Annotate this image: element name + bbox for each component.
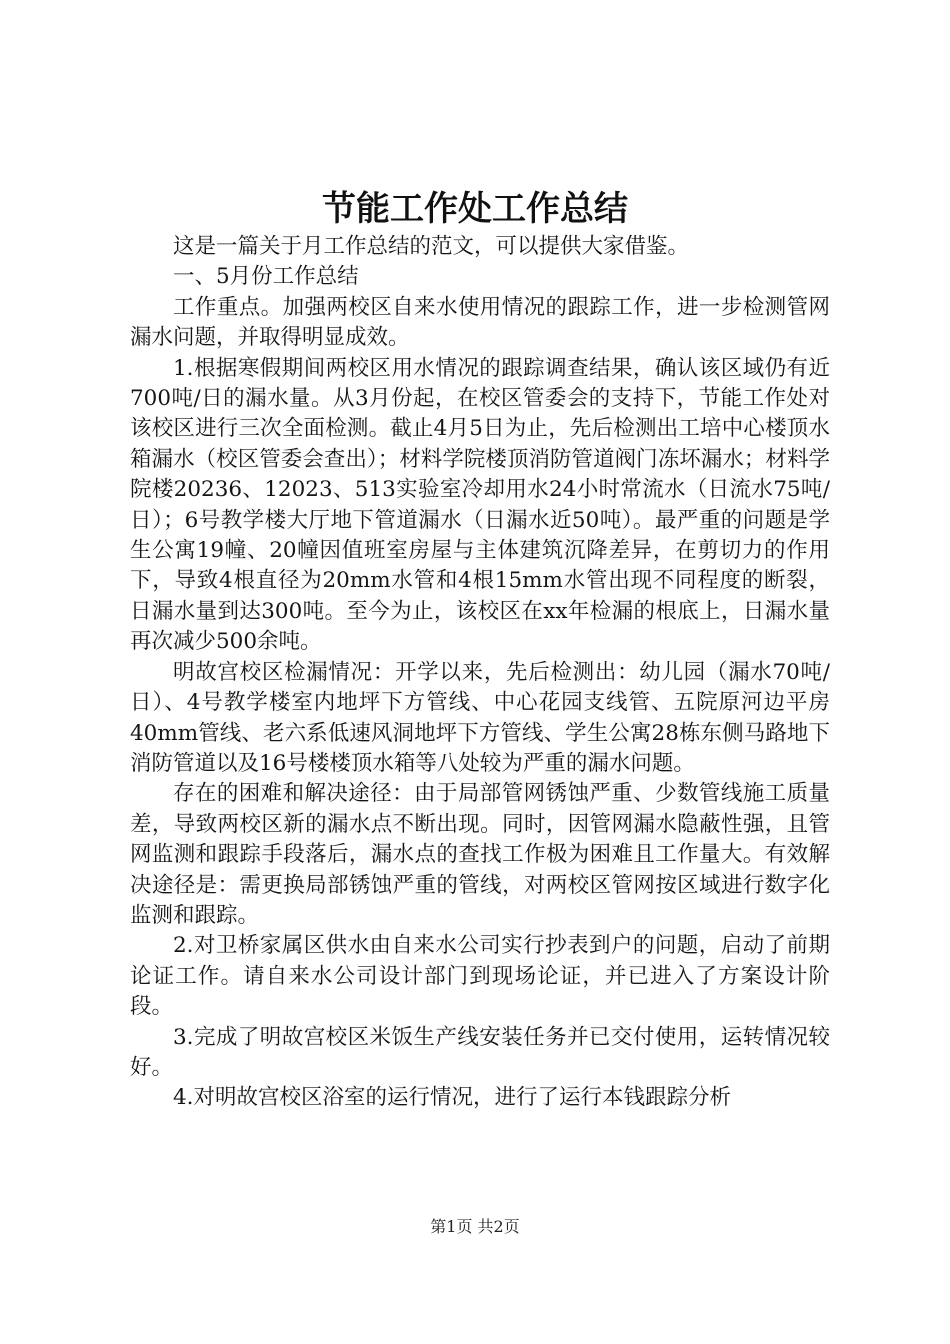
body-paragraph: 4.对明故宫校区浴室的运行情况，进行了运行本钱跟踪分析 (173, 1085, 732, 1111)
section-heading: 一、5月份工作总结 (173, 264, 359, 290)
body-paragraph: 工作重点。加强两校区自来水使用情况的跟踪工作，进一步检测管网漏水问题，并取得明显成效。 (130, 294, 830, 351)
body-paragraph: 明故宫校区检漏情况：开学以来，先后检测出：幼儿园（漏水70吨/日）、4号教学楼室内地坪下方管线、中心花园支线管、五院原河边平房40mm管线、老六系低速风洞地坪下方管线、学生公寓28栋东侧马路地下消防管道以及16号楼楼顶水箱等八处较为严重的漏水问题。 (130, 659, 830, 776)
body-paragraph: 1.根据寒假期间两校区用水情况的跟踪调查结果，确认该区域仍有近700吨/日的漏水量。从3月份起，在校区管委会的支持下，节能工作处对该校区进行三次全面检测。截止4月5日为止，先后检测出工培中心楼顶水箱漏水（校区管委会查出）；材料学院楼顶消防管道阀门冻坏漏水；材料学院楼20236、12023、513实验室冷却用水24小时常流水（日流水75吨/日）；6号教学楼大厅地下管道漏水（日漏水近50吨）。最严重的问题是学生公寓19幢、20幢因值班室房屋与主体建筑沉降差异，在剪切力的作用下，导致4根直径为20mm水管和4根15mm水管出现不同程度的断裂，日漏水量到达300吨。至今为止，该校区在xx年检漏的根底上，日漏水量再次减少500余吨。 (130, 355, 830, 655)
page-title: 节能工作处工作总结 (322, 189, 628, 229)
page-number-footer: 第1页 共2页 (430, 1217, 520, 1236)
body-paragraph: 存在的困难和解决途径：由于局部管网锈蚀严重、少数管线施工质量差，导致两校区新的漏水点不断出现。同时，因管网漏水隐蔽性强，且管网监测和跟踪手段落后，漏水点的查找工作极为困难且工作量大。有效解决途径是：需更换局部锈蚀严重的管线，对两校区管网按区域进行数字化监测和跟踪。 (130, 781, 830, 928)
body-paragraph: 2.对卫桥家属区供水由自来水公司实行抄表到户的问题，启动了前期论证工作。请自来水公司设计部门到现场论证，并已进入了方案设计阶段。 (130, 933, 830, 1020)
intro-paragraph: 这是一篇关于月工作总结的范文，可以提供大家借鉴。 (173, 234, 690, 259)
body-paragraph: 3.完成了明故宫校区米饭生产线安装任务并已交付使用，运转情况较好。 (130, 1024, 830, 1080)
document-body (130, 232, 830, 1114)
